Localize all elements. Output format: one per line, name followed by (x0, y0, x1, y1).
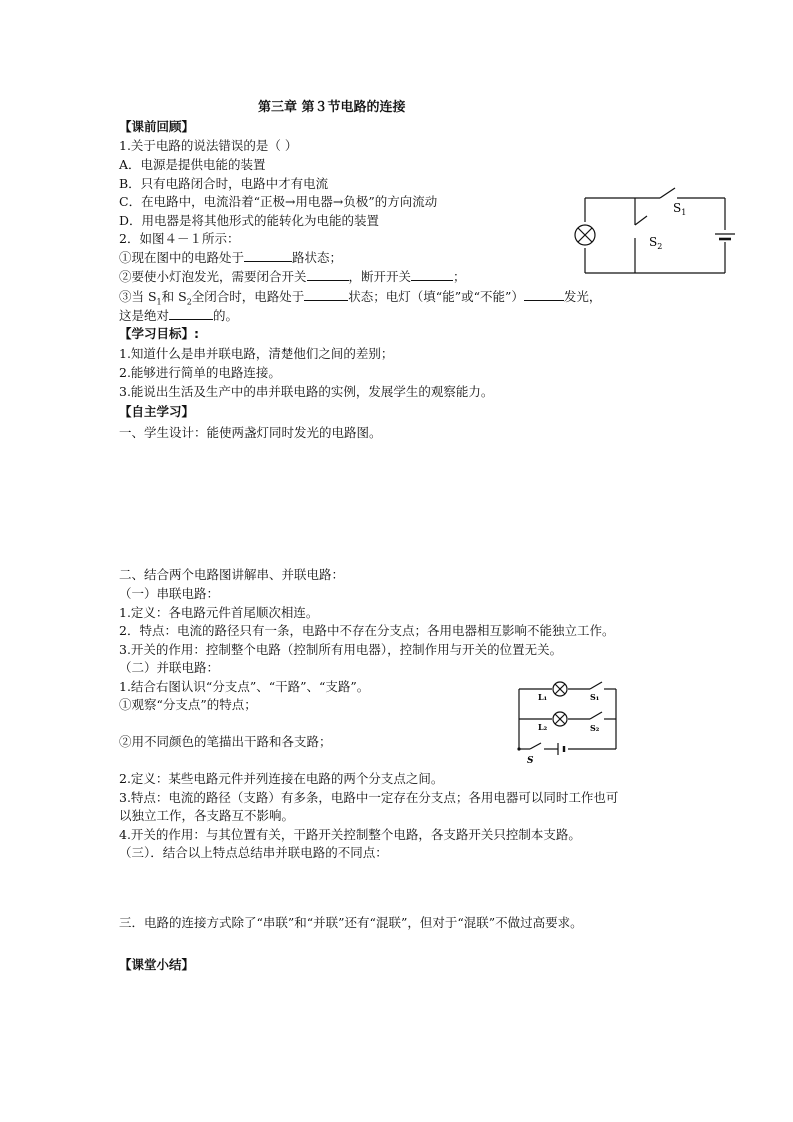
circuit-diagram-1 (565, 180, 740, 280)
parallel-feature-cont: 以独立工作，各支路互不影响。 (119, 808, 295, 823)
parallel-definition: 2.定义：某些电路元件并列连接在电路的两个分支点之间。 (119, 771, 444, 786)
answer-blank (244, 249, 292, 262)
series-switch: 3.开关的作用：控制整个电路（控制所有用电器），控制作用与开关的位置无关。 (119, 642, 563, 657)
summary-heading: 【课堂小结】 (119, 957, 195, 972)
switch-s1-label: S₁ (590, 692, 600, 702)
question-2-part-1: ①现在图中的电路处于 路状态； (119, 250, 343, 265)
question-1: 1.关于电路的说法错误的是（ ） (119, 138, 298, 153)
answer-blank (307, 268, 349, 281)
answer-blank (304, 288, 348, 301)
self-study-heading: 【自主学习】 (119, 404, 195, 419)
question-2-part-4: 这是绝对 的。 (119, 308, 239, 323)
parallel-point-1: 1.结合右图认识“分支点”、“干路”、“支路”。 (119, 679, 370, 694)
answer-blank (411, 268, 453, 281)
goal-1: 1.知道什么是串并联电路，清楚他们之间的差别； (119, 346, 394, 361)
goals-heading: 【学习目标】: (119, 326, 199, 341)
series-feature: 2．特点：电流的路径只有一条，电路中不存在分支点；各用电器相互影响不能独立工作。 (119, 623, 615, 638)
question-2-part-2: ②要使小灯泡发光，需要闭合开关 ，断开开关 ； (119, 269, 466, 284)
parallel-feature: 3.特点：电流的路径（支路）有多条，电路中一定存在分支点；各用电器可以同时工作也可 (119, 790, 619, 805)
section-2-title: 二、结合两个电路图讲解串、并联电路： (119, 567, 345, 582)
design-task: 一、学生设计：能使两盏灯同时发光的电路图。 (119, 425, 382, 440)
compare-task: （三）．结合以上特点总结串并联电路的不同点： (119, 845, 388, 860)
switch-s1-label: $S_1$ (673, 201, 687, 217)
goal-2: 2.能够进行简单的电路连接。 (119, 365, 281, 380)
answer-blank (169, 307, 213, 320)
lamp-l1-label: L₁ (538, 692, 548, 702)
question-2-part-3: ③当 $S_1$和 $S_2$全闭合时，电路处于 状态；电灯（填“能”或“不能”） 发光， (119, 289, 602, 307)
lamp-l2-label: L₂ (538, 722, 548, 732)
page-title: 第三章 第３节电路的连接 (258, 100, 406, 115)
question-2: 2．如图４－１所示： (119, 231, 240, 246)
parallel-heading: （二）并联电路： (119, 660, 220, 675)
answer-blank (524, 288, 564, 301)
series-definition: 1.定义：各电路元件首尾顺次相连。 (119, 605, 319, 620)
series-heading: （一）串联电路： (119, 586, 220, 601)
main-switch-label: S (527, 756, 534, 765)
parallel-observe: ①观察“分支点”的特点； (119, 697, 257, 712)
option-d: D．用电器是将其他形式的能转化为电能的装置 (119, 213, 380, 228)
section-3: 三．电路的连接方式除了“串联”和“并联”还有“混联”，但对于“混联”不做过高要求。 (119, 915, 583, 930)
parallel-switch: 4.开关的作用：与其位置有关，干路开关控制整个电路，各支路开关只控制本支路。 (119, 827, 581, 842)
circuit-diagram-2 (512, 675, 622, 765)
option-c: C．在电路中，电流沿着“正极→用电器→负极”的方向流动 (119, 194, 438, 209)
goal-3: 3.能说出生活及生产中的串并联电路的实例，发展学生的观察能力。 (119, 384, 494, 399)
switch-s2-label: S₂ (590, 723, 600, 733)
option-b: B．只有电路闭合时，电路中才有电流 (119, 176, 329, 191)
option-a: A．电源是提供电能的装置 (119, 157, 266, 172)
switch-s2-label: $S_2$ (649, 235, 663, 251)
review-heading: 【课前回顾】 (119, 119, 195, 134)
parallel-draw: ②用不同颜色的笔描出干路和各支路； (119, 734, 332, 749)
